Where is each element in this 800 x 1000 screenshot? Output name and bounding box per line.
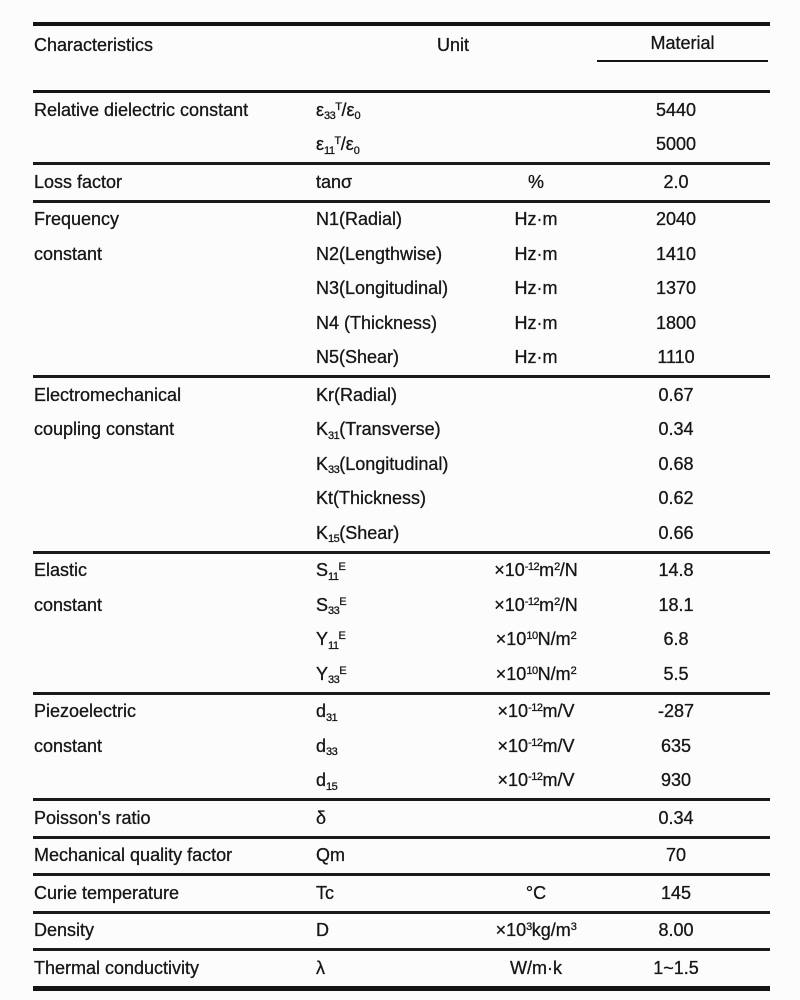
cell-unit: $\times 10^{-12}m^2/N$	[494, 594, 578, 615]
table-section	[33, 378, 770, 554]
cell-value: 1~1.5	[653, 957, 699, 978]
cell-value: 6.8	[663, 629, 689, 650]
table-row	[33, 128, 770, 163]
cell-symbol: tanσ	[316, 171, 353, 192]
table-row	[33, 801, 770, 836]
material-properties-table	[33, 22, 770, 991]
cell-symbol: $K_{33}(Longitudinal)$	[316, 453, 449, 477]
cell-value: 5440	[655, 99, 697, 120]
cell-characteristic: Density	[34, 920, 95, 941]
table-row	[33, 914, 770, 949]
table-section	[33, 554, 770, 695]
cell-characteristic: Loss factor	[34, 171, 123, 192]
cell-characteristic: Relative dielectric constant	[34, 99, 249, 120]
table-header	[33, 26, 770, 93]
cell-value: 0.68	[658, 453, 694, 474]
cell-value: 14.8	[658, 560, 694, 581]
table-row	[33, 272, 770, 307]
table-row	[33, 482, 770, 517]
cell-symbol: $Y_{11}^E$	[316, 629, 346, 652]
cell-unit: Hz·m	[514, 278, 558, 299]
table-row	[33, 839, 770, 874]
table-row	[33, 447, 770, 482]
cell-characteristic: constant	[34, 594, 103, 615]
cell-characteristic: constant	[34, 243, 103, 264]
table-section	[33, 165, 770, 203]
cell-symbol: $d_{31}$	[316, 701, 338, 724]
cell-characteristic: constant	[34, 735, 103, 756]
table-row	[33, 341, 770, 376]
table-row	[33, 554, 770, 589]
cell-characteristic: Mechanical quality factor	[34, 845, 233, 866]
cell-value: 0.62	[658, 488, 694, 509]
cell-characteristic: Frequency	[34, 209, 120, 230]
table-section	[33, 876, 770, 914]
cell-value: 1110	[657, 347, 695, 368]
table-section	[33, 914, 770, 952]
cell-value: 70	[665, 845, 687, 866]
cell-symbol: $d_{15}$	[316, 770, 338, 793]
cell-symbol: $d_{33}$	[316, 735, 338, 759]
cell-value: 8.00	[658, 920, 694, 941]
header-material-label: Material	[650, 33, 715, 53]
table-section	[33, 951, 770, 986]
table-section	[33, 839, 770, 877]
cell-value: 0.34	[658, 807, 694, 828]
cell-unit: Hz·m	[514, 312, 558, 333]
header-material	[597, 33, 768, 62]
cell-unit: W/m·k	[510, 957, 562, 978]
cell-value: -287	[657, 701, 695, 722]
table-row	[33, 93, 770, 128]
cell-symbol: $\varepsilon_{11}^T/\varepsilon_0$	[316, 134, 360, 157]
table-row	[33, 764, 770, 799]
table-row	[33, 876, 770, 911]
cell-unit: $\times 10^{-12}m^2/N$	[494, 560, 578, 581]
cell-value: 145	[660, 882, 692, 903]
cell-unit: $\times 10^{-12}m/V$	[497, 735, 575, 756]
table-section	[33, 695, 770, 802]
table-row	[33, 729, 770, 764]
cell-unit: $\times 10^{-12}m/V$	[497, 701, 575, 722]
cell-symbol: N4 (Thickness)	[316, 312, 438, 333]
table-section	[33, 801, 770, 839]
table-row	[33, 951, 770, 986]
cell-characteristic: Curie temperature	[34, 882, 180, 903]
cell-symbol: $K_{31}(Transverse)$	[316, 419, 441, 442]
cell-value: 18.1	[658, 594, 694, 615]
table-row	[33, 588, 770, 623]
cell-symbol: Kr(Radial)	[316, 384, 398, 405]
cell-unit: $\times 10^3kg/m^3$	[495, 920, 577, 941]
cell-unit: $\times 10^{10}N/m^2$	[495, 663, 577, 684]
cell-unit: °C	[525, 882, 547, 903]
table-row	[33, 203, 770, 238]
cell-value: 2040	[655, 209, 697, 230]
cell-unit: Hz·m	[514, 347, 558, 368]
cell-value: 5000	[655, 134, 697, 155]
cell-unit: $\times 10^{-12}m/V$	[497, 770, 575, 791]
cell-value: 0.67	[658, 384, 694, 405]
cell-symbol: N1(Radial)	[316, 209, 403, 230]
cell-characteristic: Piezoelectric	[34, 701, 137, 722]
table-row	[33, 516, 770, 551]
cell-symbol: N3(Longitudinal)	[316, 278, 449, 299]
cell-unit: $\times 10^{10}N/m^2$	[495, 629, 577, 650]
cell-symbol: Tc	[316, 882, 334, 903]
cell-value: 930	[660, 770, 692, 791]
table-row	[33, 695, 770, 730]
cell-symbol: $S_{33}^E$	[316, 594, 347, 618]
cell-symbol: N2(Lengthwise)	[316, 243, 443, 264]
cell-characteristic: Electromechanical	[34, 384, 182, 405]
cell-value: 2.0	[663, 171, 689, 192]
cell-unit: Hz·m	[514, 243, 558, 264]
table-row	[33, 378, 770, 413]
cell-symbol: $K_{15}(Shear)$	[316, 522, 400, 546]
table-row	[33, 413, 770, 448]
cell-symbol: $Y_{33}^E$	[316, 663, 347, 687]
cell-symbol: D	[316, 920, 329, 941]
cell-value: 1800	[655, 312, 697, 333]
table-row	[33, 165, 770, 200]
cell-symbol: Qm	[316, 845, 345, 866]
table-row	[33, 237, 770, 272]
table-row	[33, 657, 770, 692]
cell-value: 635	[660, 735, 692, 756]
cell-characteristic: Elastic	[34, 560, 88, 581]
cell-value: 0.34	[658, 419, 694, 440]
cell-unit: %	[527, 171, 544, 192]
cell-value: 1370	[655, 278, 697, 299]
cell-characteristic: Poisson's ratio	[34, 807, 151, 828]
cell-value: 5.5	[663, 663, 689, 684]
cell-symbol: Kt(Thickness)	[316, 488, 427, 509]
table-body	[33, 93, 770, 986]
cell-symbol: N5(Shear)	[316, 347, 400, 368]
cell-symbol: $\varepsilon_{33}^T/\varepsilon_0$	[316, 99, 361, 123]
cell-symbol: λ	[316, 957, 325, 978]
table-row	[33, 623, 770, 658]
cell-value: 1410	[655, 243, 697, 264]
table-row	[33, 306, 770, 341]
table-section	[33, 93, 770, 165]
cell-unit: Hz·m	[514, 209, 558, 230]
cell-symbol: δ	[316, 807, 327, 828]
header-characteristics: Characteristics	[34, 35, 154, 55]
cell-characteristic: Thermal conductivity	[34, 957, 200, 978]
cell-value: 0.66	[658, 522, 694, 543]
cell-characteristic: coupling constant	[34, 419, 175, 440]
table-section	[33, 203, 770, 379]
header-unit: Unit	[436, 35, 469, 55]
cell-symbol: $S_{11}^E$	[316, 560, 346, 583]
